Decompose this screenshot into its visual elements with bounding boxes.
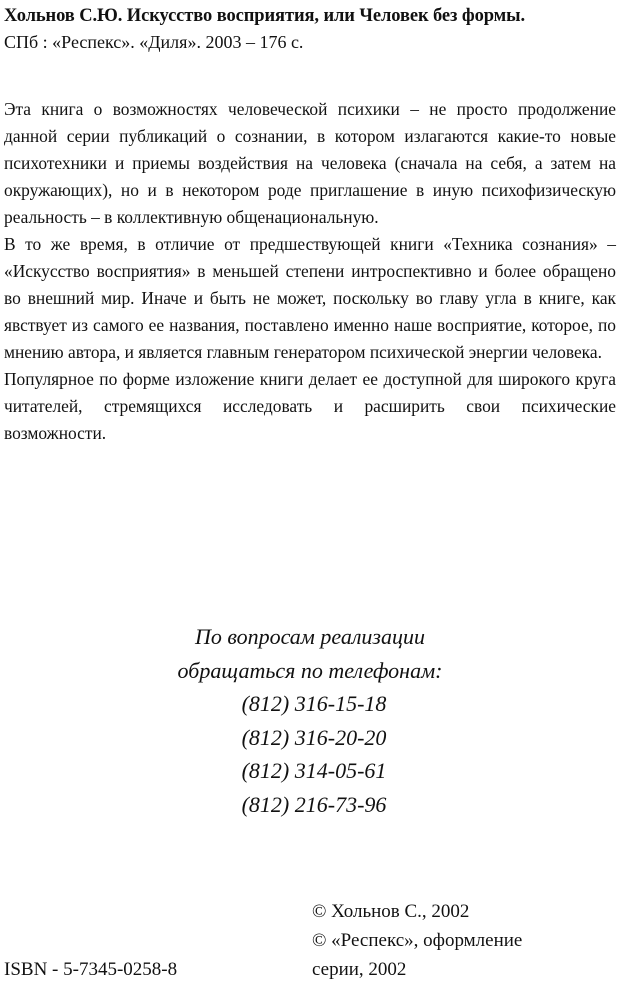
contacts-heading-line: обращаться по телефонам: (177, 657, 443, 683)
copyright-publisher: © «Респекс», оформление (312, 930, 523, 951)
annotation-paragraph: Эта книга о возможностях человеческой психики – не просто продолжение данной серии публикаций о сознании, в котором излагаются какие-то новые психотехники и приемы воздействия на человека (сначала на себя, а затем на окружающих), но и в некотором роде приглашение в иную психофизическую реальность – в коллективную общенациональную. (4, 99, 616, 227)
isbn-number: ISBN - 5-7345-0258-8 (4, 959, 178, 980)
copyright-notice (312, 897, 522, 984)
book-author-title: Хольнов С.Ю. Искусство восприятия, или Человек без формы. (4, 6, 526, 26)
contacts-heading-line: По вопросам реализации (194, 624, 426, 649)
phone-number: (812) 316-15-18 (241, 691, 387, 716)
book-annotation (4, 96, 616, 447)
annotation-paragraph: Популярное по форме изложение книги делает ее доступной для широкого круга читателей, стремящихся исследовать и расширить свои психические возможности. (4, 369, 616, 443)
phone-number: (812) 314-05-61 (241, 758, 387, 783)
phone-number: (812) 216-73-96 (241, 791, 387, 817)
sales-contacts (0, 620, 620, 821)
phone-number: (812) 316-20-20 (241, 724, 387, 750)
bibliographic-record (4, 3, 616, 55)
publication-details: СПб : «Респекс». «Диля». 2003 – 176 с. (4, 32, 304, 52)
copyright-publisher-cont: серии, 2002 (312, 959, 407, 980)
annotation-paragraph: В то же время, в отличие от предшествующей книги «Техника сознания» – «Искусство восприятия» в меньшей степени интроспективно и более обращено во внешний мир. Иначе и быть не может, поскольку во главу угла в книге, как явствует из самого ее названия, поставлено именно наше восприятие, которое, по мнению автора, и является главным генератором психической энергии человека. (4, 234, 616, 362)
copyright-author: © Хольнов С., 2002 (312, 901, 470, 922)
